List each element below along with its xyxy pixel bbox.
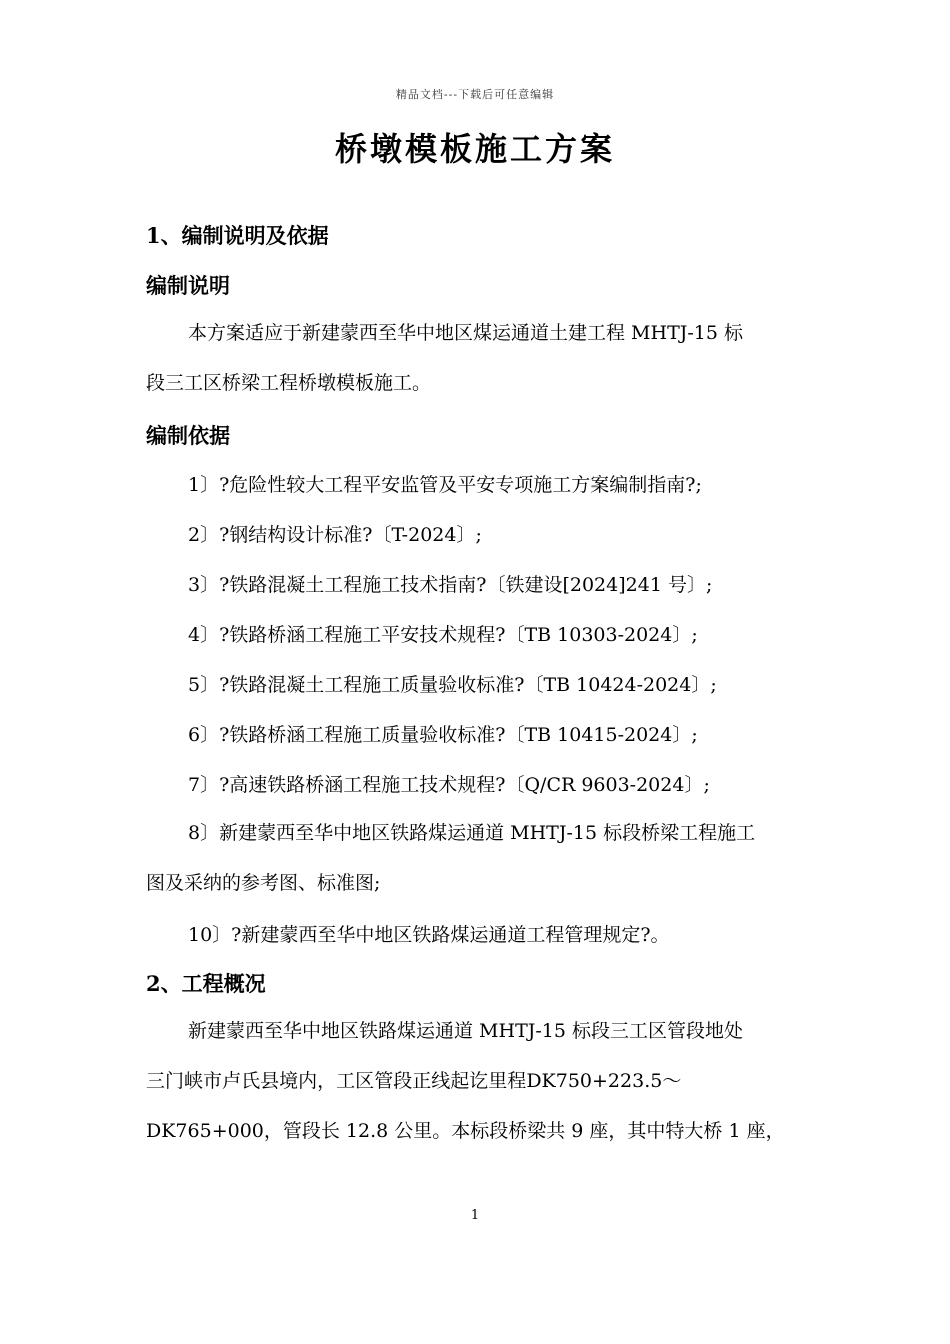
paragraph-scope [146,308,836,408]
justified-glyph: 线 [431,1070,451,1092]
justified-glyph: 区 [355,1070,375,1092]
justified-glyph: ， [317,1070,337,1092]
justified-glyph: 门 [165,1070,185,1092]
justified-glyph: 卢 [222,1070,242,1092]
basis-item: 7〕?高速铁路桥涵工程施工技术规程?〔Q/CR 9603-2024〕; [188,774,710,796]
justified-glyph: 工 [336,1070,356,1092]
basis-item: 2〕?钢结构设计标准?〔T-2024〕; [188,524,482,546]
page-number: 1 [470,1208,480,1223]
justified-glyph: 讫 [469,1070,489,1092]
justified-glyph: DK750+223.5～ [526,1070,682,1092]
justified-glyph: 正 [412,1070,432,1092]
justified-glyph: 境 [279,1070,299,1092]
basis-item: 6〕?铁路桥涵工程施工质量验收标准?〔TB 10415-2024〕; [188,724,698,746]
paragraph-overview [146,1006,836,1156]
basis-item: 5〕?铁路混凝土工程施工质量验收标准?〔TB 10424-2024〕; [188,674,717,696]
section-heading-2: 2、工程概况 [146,971,266,996]
justified-glyph: 段 [393,1070,413,1092]
basis-item: 4〕?铁路桥涵工程施工平安技术规程?〔TB 10303-2024〕; [188,624,698,646]
subheading-compile-basis: 编制依据 [146,423,230,448]
justified-glyph: 起 [450,1070,470,1092]
paragraph-line: DK765+000，管段长 12.8 公里。本标段桥梁共 9 座，其中特大桥 1 座， [146,1120,785,1142]
basis-item-8 [146,808,836,908]
justified-glyph: 三 [146,1070,166,1092]
paragraph-line: 图及采纳的参考图、标准图; [146,872,381,894]
paragraph-line-justified [146,1056,836,1106]
basis-item-10: 10〕?新建蒙西至华中地区铁路煤运通道工程管理规定?。 [188,924,670,946]
document-title: 桥墩模板施工方案 [334,130,615,168]
justified-glyph: 市 [203,1070,223,1092]
justified-glyph: 管 [374,1070,394,1092]
paragraph-line: 段三工区桥梁工程桥墩模板施工。 [146,372,432,394]
justified-glyph: 程 [507,1070,527,1092]
basis-item: 1〕?危险性较大工程平安监管及平安专项施工方案编制指南?; [188,474,702,496]
subheading-compile-notes: 编制说明 [146,273,230,298]
justified-glyph: 县 [260,1070,280,1092]
justified-glyph: 内 [298,1070,318,1092]
page-header: 精品文档---下载后可任意编辑 [395,88,555,101]
justified-glyph: 峡 [184,1070,204,1092]
basis-item: 3〕?铁路混凝土工程施工技术指南?〔铁建设[2024]241 号〕; [188,574,713,596]
justified-glyph: 里 [488,1070,508,1092]
section-heading-1: 1、编制说明及依据 [146,223,329,248]
paragraph-line: 8〕新建蒙西至华中地区铁路煤运通道 MHTJ-15 标段桥梁工程施工 [188,822,756,844]
justified-glyph: 氏 [241,1070,261,1092]
paragraph-line: 新建蒙西至华中地区铁路煤运通道 MHTJ-15 标段三工区管段地处 [188,1020,743,1042]
paragraph-line: 本方案适应于新建蒙西至华中地区煤运通道土建工程 MHTJ-15 标 [188,322,743,344]
